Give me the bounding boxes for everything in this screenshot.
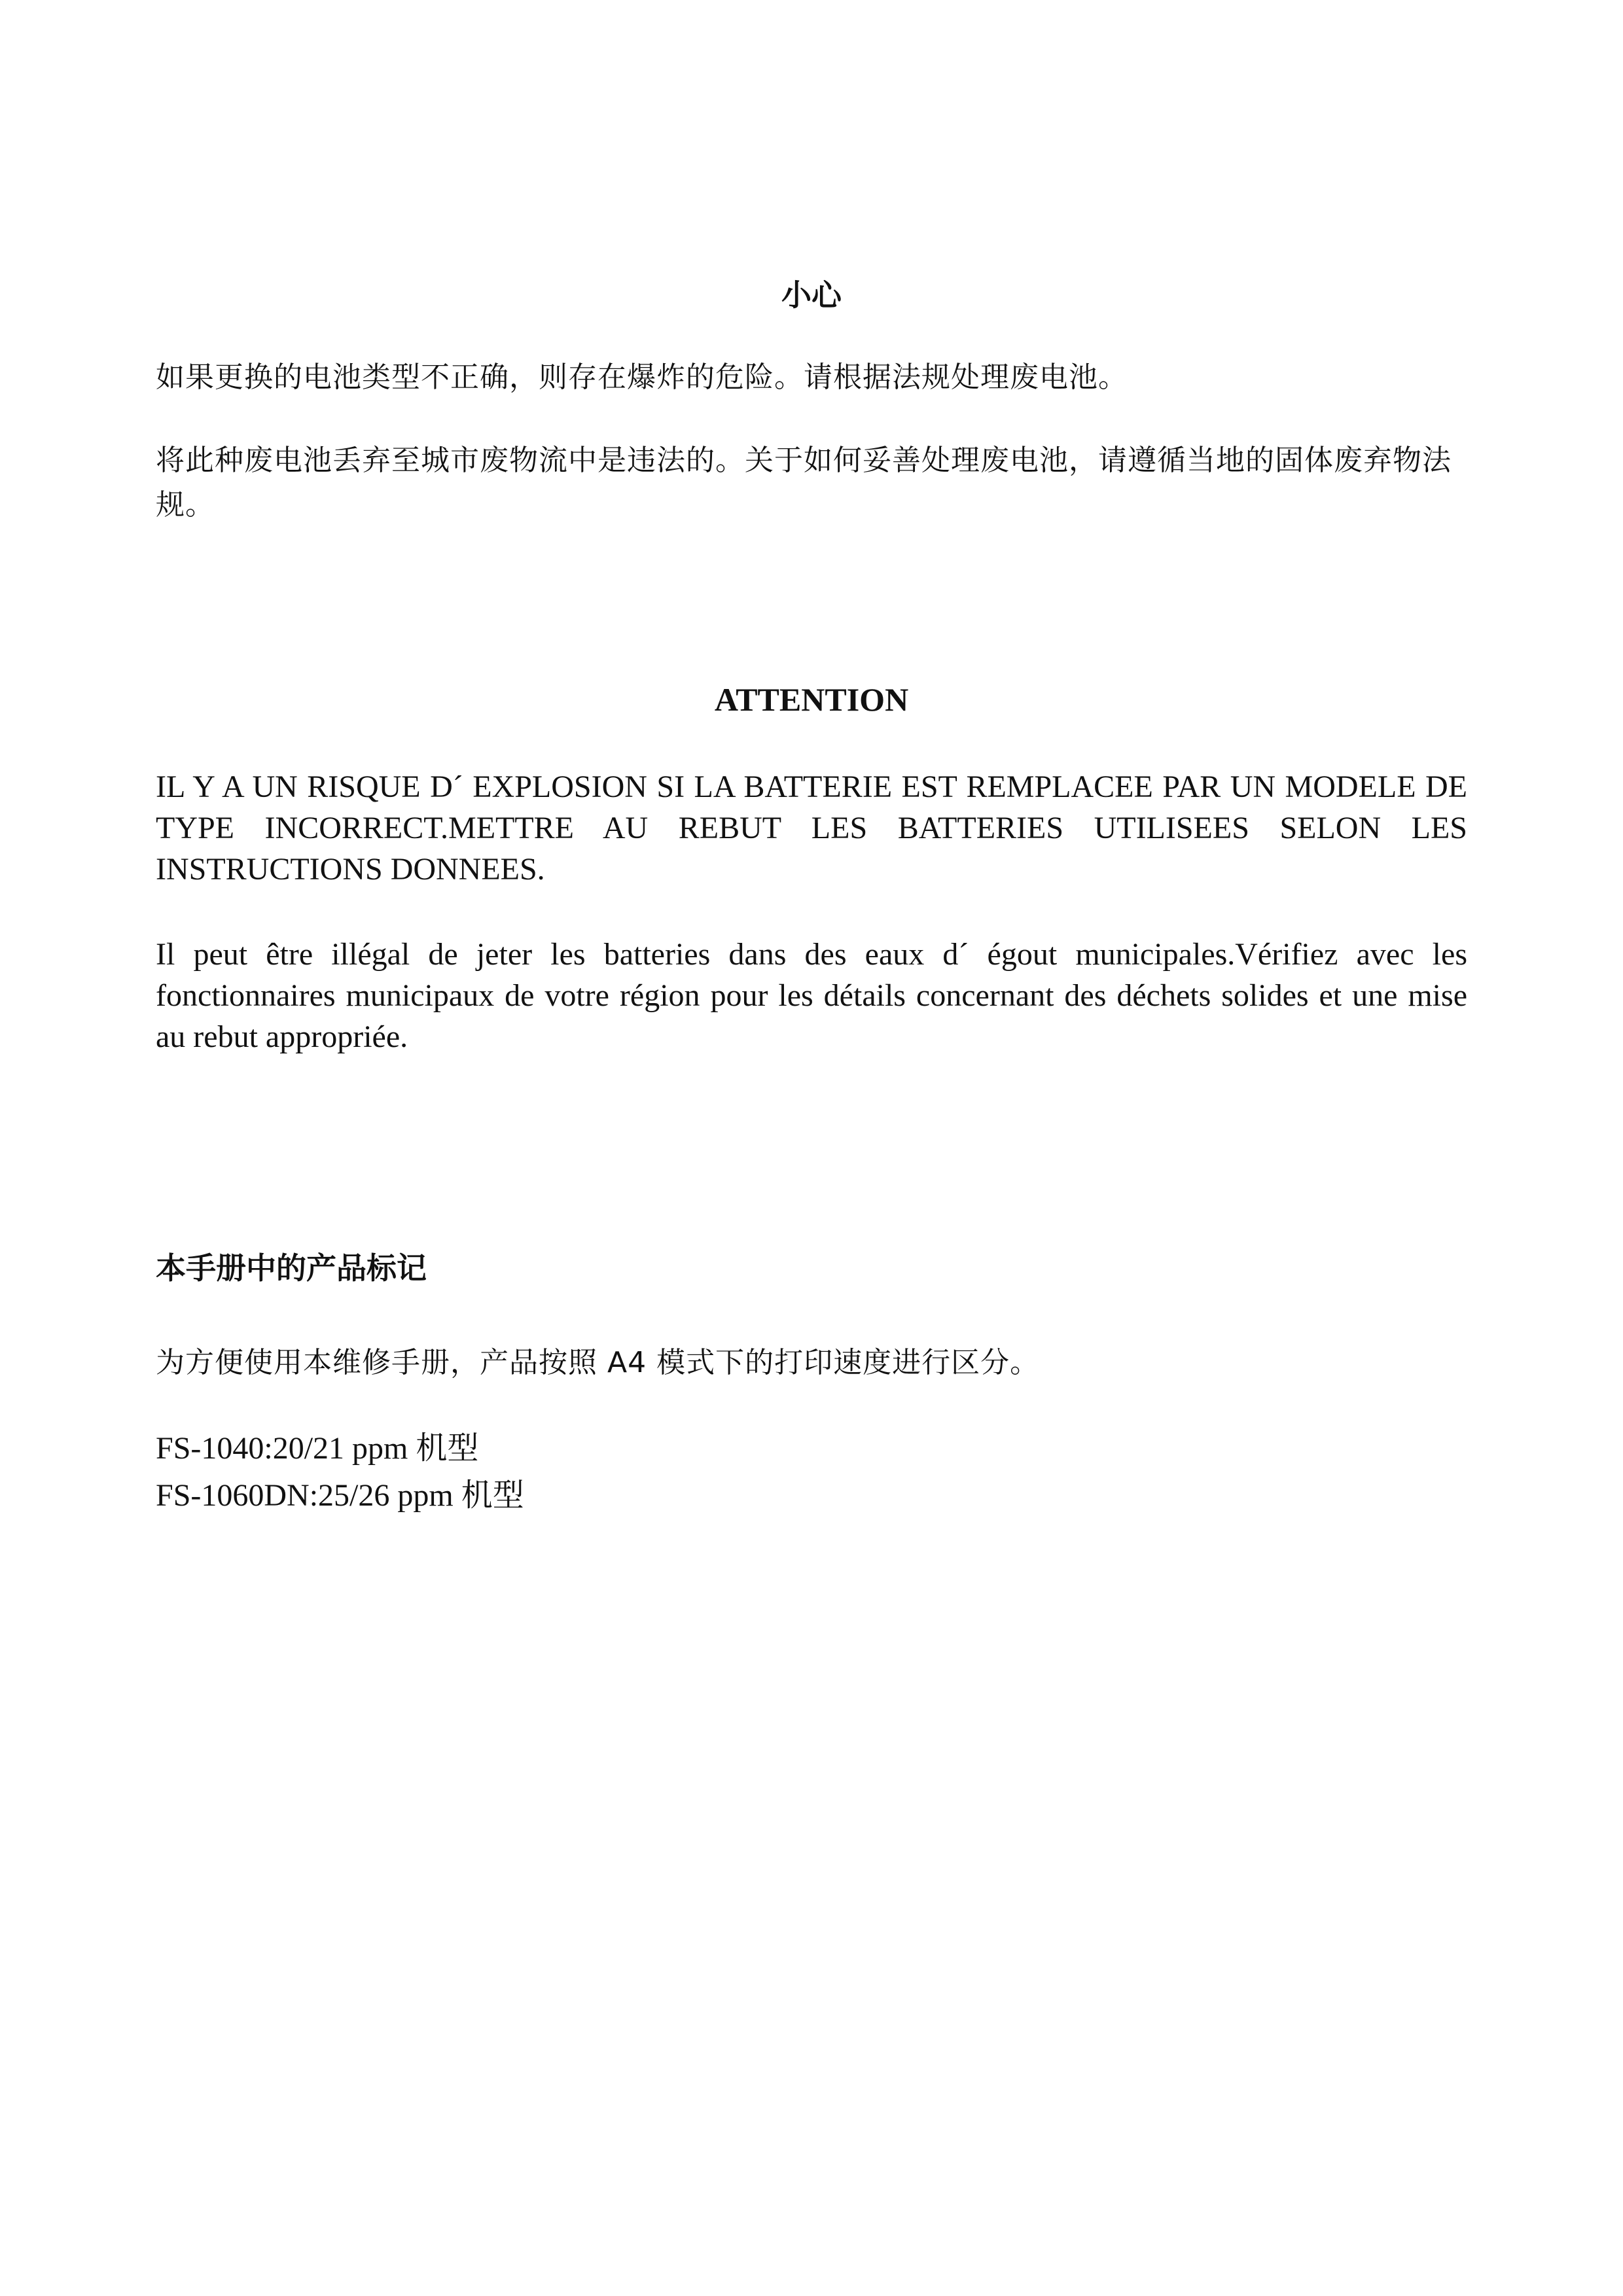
model-item-fs1060dn: FS-1060DN:25/26 ppm 机型 <box>156 1478 524 1513</box>
caution-heading-cn: 小心 <box>781 277 842 313</box>
caution-paragraph-1-cn: 如果更换的电池类型不正确，则存在爆炸的危险。请根据法规处理废电池。 <box>156 361 1128 394</box>
model-list <box>156 1425 1467 1519</box>
attention-heading-fr: ATTENTION <box>714 681 909 718</box>
model-item-fs1040: FS-1040:20/21 ppm 机型 <box>156 1431 479 1466</box>
attention-paragraph-1-fr: IL Y A UN RISQUE D´ EXPLOSION SI LA BATTERIE EST REMPLACEE PAR UN MODELE DE TYPE INCORRECT.METTRE AU REBUT LES BATTERIES UTILISEES SELON LES INSTRUCTIONS DONNEES. <box>156 769 1467 887</box>
caution-paragraph-2-cn: 将此种废电池丢弃至城市废物流中是违法的。关于如何妥善处理废电池，请遵循当地的固体废弃物法规。 <box>156 444 1452 521</box>
attention-paragraph-2-fr: Il peut être illégal de jeter les batteries dans des eaux d´ égout municipales.Vérifiez avec les fonctionnaires municipaux de votre région pour les détails concernant des déchets solides et une mise au rebut appropriée. <box>156 937 1467 1054</box>
product-marking-heading: 本手册中的产品标记 <box>156 1250 427 1286</box>
product-marking-intro-text: 为方便使用本维修手册，产品按照 A4 模式下的打印速度进行区分。 <box>156 1346 1040 1379</box>
product-marking-intro <box>156 1341 1467 1385</box>
